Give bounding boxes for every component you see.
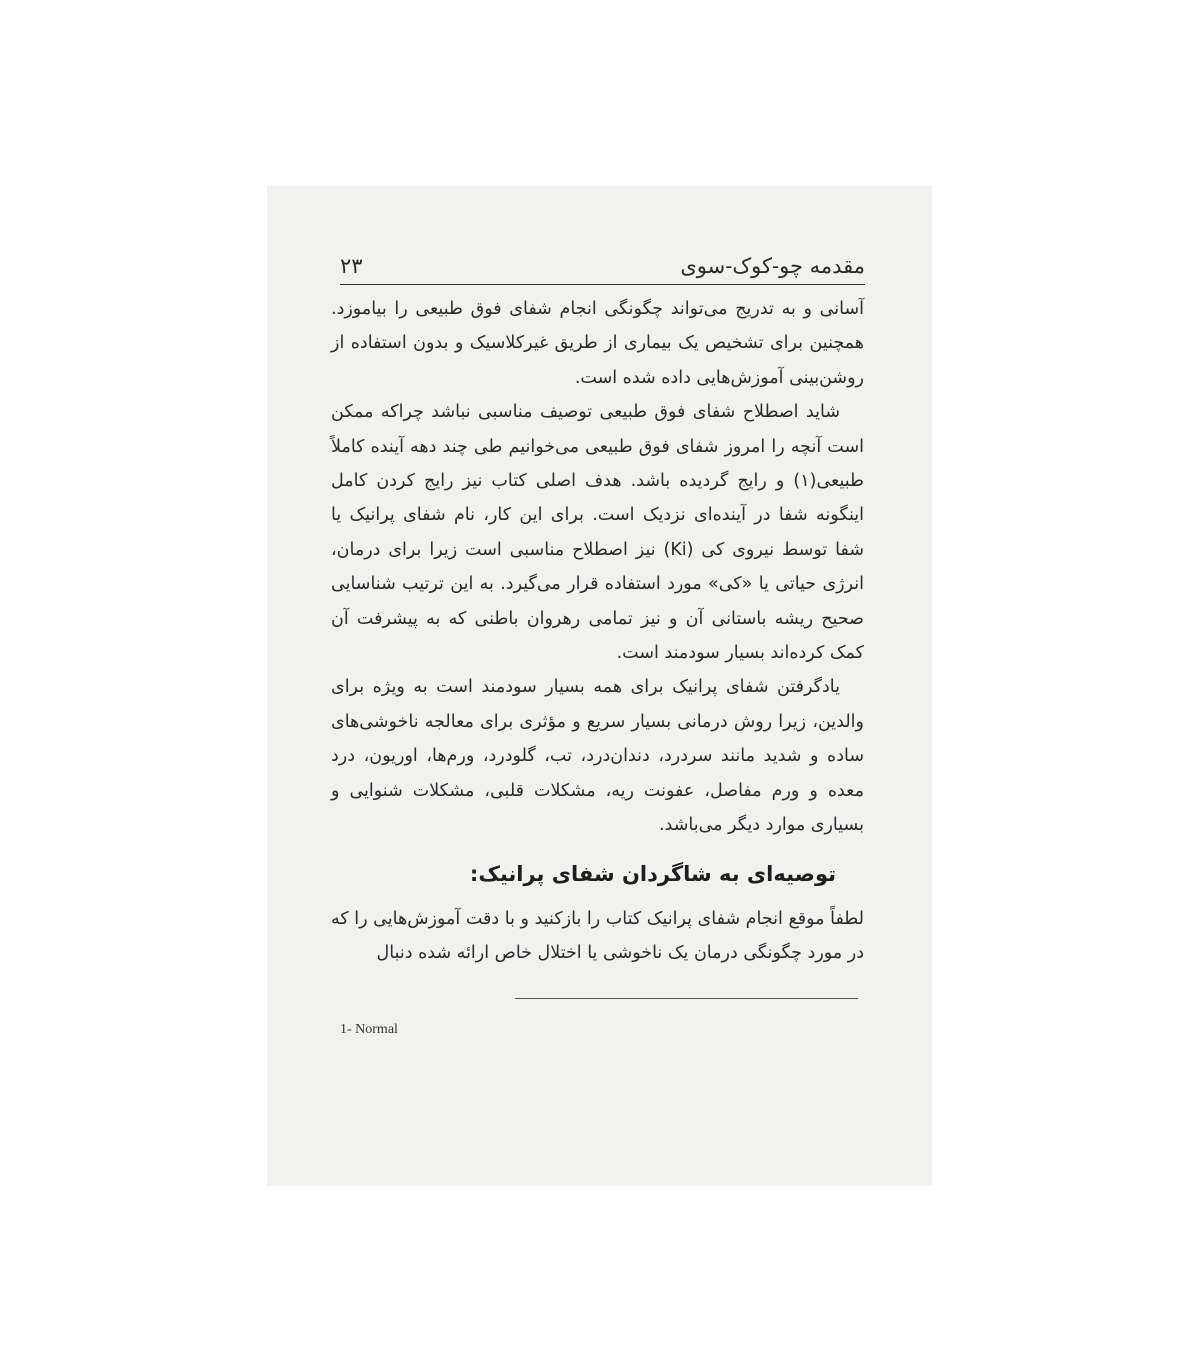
- footnote: 1- Normal: [340, 1022, 398, 1037]
- header-divider: [340, 284, 865, 285]
- section-text: [331, 902, 864, 971]
- page-header: [340, 248, 865, 284]
- page-number: ۲۳: [340, 254, 363, 278]
- paragraph-2: شاید اصطلاح شفای فوق طبیعی توصیف مناسبی نباشد چراکه ممکن است آنچه را امروز شفای فوق طبیعی می‌خوانیم طی چند دهه آینده کاملاً طبیعی(۱) و رایج گردیده باشد. هدف اصلی کتاب نیز رایج کردن کامل اینگونه شفا در آینده‌ای نزدیک است. برای این کار، نام شفای پرانیک یا شفا توسط نیروی کی (Ki) نیز اصطلاح مناسبی است زیرا برای درمان، انرژی حیاتی یا «کی» مورد استفاده قرار می‌گیرد. به این ترتیب شناسایی صحیح ریشه باستانی آن و نیز تمامی رهروان باطنی که به پیشرفت آن کمک کرده‌اند بسیار سودمند است.: [331, 402, 864, 664]
- section-heading: توصیه‌ای به شاگردان شفای پرانیک:: [469, 862, 836, 886]
- section-paragraph: لطفاً موقع انجام شفای پرانیک کتاب را بازکنید و با دقت آموزش‌هایی را که در مورد چگونگی درمان یک ناخوشی یا اختلال خاص ارائه شده دنبال: [331, 909, 864, 964]
- running-title: مقدمه چو-کوک-سوی: [680, 254, 865, 278]
- paragraph-1: آسانی و به تدریج می‌تواند چگونگی انجام شفای فوق طبیعی را بیاموزد. همچنین برای تشخیص یک بیماری از طریق غیرکلاسیک و بدون استفاده از روشن‌بینی آموزش‌هایی داده شده است.: [331, 299, 864, 388]
- book-page: [267, 186, 932, 1186]
- paragraph-3: یادگرفتن شفای پرانیک برای همه بسیار سودمند است به ویژه برای والدین، زیرا روش درمانی بسیار سریع و مؤثری برای معالجه ناخوشی‌های ساده و شدید مانند سردرد، دندان‌درد، تب، گلودرد، ورم‌ها، اوریون، درد معده و ورم مفاصل، عفونت ریه، مشکلات قلبی، مشکلات شنوایی و بسیاری موارد دیگر می‌باشد.: [331, 677, 864, 836]
- main-text: [331, 292, 864, 843]
- footnote-divider: [515, 998, 858, 999]
